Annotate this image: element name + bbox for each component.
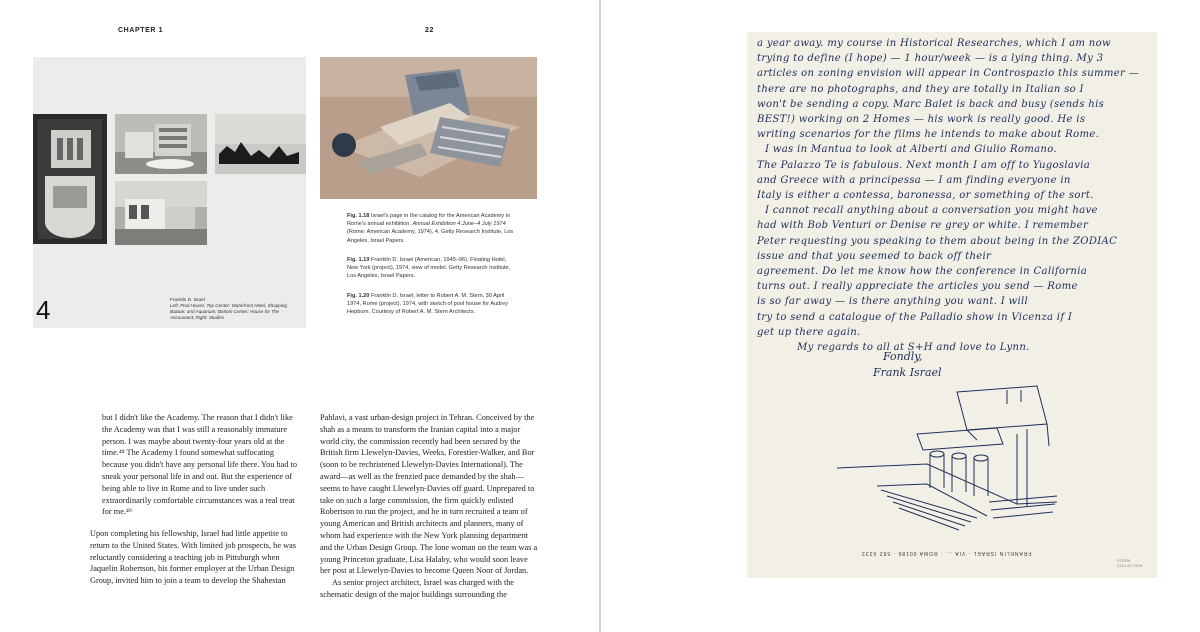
letter-line: issue and that you seemed to back off their	[757, 250, 992, 262]
letter-line: writing scenarios for the films he intends to make about Rome.	[757, 129, 1100, 141]
figure-caption-1-18	[347, 212, 517, 245]
letter-closing: Fondly,	[883, 350, 923, 363]
letter-line: get up there again.	[757, 326, 861, 338]
figure-label: Fig. 1.19	[347, 257, 370, 263]
catalog-page-figure	[33, 57, 306, 328]
plate-caption	[170, 297, 302, 321]
figure-label: Fig. 1.18	[347, 213, 370, 219]
letter-line: turns out. I really appreciate the articles you send — Rome	[757, 281, 1078, 293]
handwritten-letter	[747, 32, 1157, 578]
letter-signature: Frank Israel	[873, 366, 942, 379]
body-column-2	[320, 412, 538, 601]
letter-line: there are no photographs, and they are totally in Italian so I	[757, 83, 1084, 95]
block-quote	[102, 412, 302, 518]
figure-text: Israel's page in the catalog for the American Academy in Rome's annual exhibition.	[347, 213, 511, 228]
plate-number: 4	[36, 295, 51, 325]
waterfront-hotel-image	[115, 114, 207, 174]
paragraph: Upon completing his fellowship, Israel had little appetite to return to the United States. With limited job prospects, he was reluctantly considering a teaching job in Pittsburgh when Jaquelin Robertson, his former employer at the Urban Design Group, invited him to join a team to develop the Shahestan	[90, 529, 296, 586]
letter-line: BEST!) working on 2 Homes — his work is really good. He is	[757, 114, 1086, 126]
letter-line: articles on zoning envision will appear in Controspazio this summer —	[757, 68, 1140, 80]
pool-house-image	[33, 114, 107, 244]
pool-house-sketch	[817, 384, 1077, 534]
letter-body	[757, 36, 1152, 355]
figure-label: Fig. 1.20	[347, 293, 370, 299]
letter-line: a year away. my course in Historical Researches, which I am now	[757, 38, 1111, 49]
accountant-house-image	[115, 181, 207, 245]
letter-line: and Greece with a principessa — I am finding everyone in	[757, 174, 1071, 186]
letter-line: The Palazzo Te is fabulous. Next month I am off to Yugoslavia	[757, 159, 1091, 171]
letter-line: My regards to all at S+H and love to Lynn.	[797, 342, 1030, 354]
left-page	[0, 0, 599, 632]
floating-hotel-model-photo	[320, 57, 537, 199]
letter-line: I cannot recall anything about a conversation you might have	[765, 205, 1098, 217]
letter-line: I was in Mantua to look at Alberti and Giulio Romano.	[765, 144, 1057, 156]
letter-line: won't be sending a copy. Marc Balet is back and busy (sends his	[757, 98, 1105, 110]
letter-line: trying to define (I hope) — 1 hour/week — is a lying thing. My 3	[757, 53, 1104, 65]
paragraph: Pahlavi, a vast urban-design project in Tehran. Conceived by the shah as a means to transform the Iranian capital into a major world city, the commission recently had been secured by the British firm Llewelyn-Davies, Weeks, Forestier-Walker, and Bor (soon to be rechristened Llewelyn-Davies International). The award—as well as the frenzied pace demanded by the shah—seems to have caught Llewelyn-Davies off guard. Unprepared to take on such a large commission, the firm quickly enlisted Robertson to run the project, and he in turn recruited a team of young American and British architects and planners, many of whom had experience with the New York planning department and the Urban Design Group. The lone woman on the team was a young Princeton graduate, Lisa Halaby, who would soon leave her post at Llewelyn-Davies to become Queen Noor of Jordan.	[320, 413, 538, 576]
plate-caption-name: Franklin D. Israel	[170, 297, 205, 302]
figure-text-after: (Rome: American Academy, 1974), 4. Getty Research Institute, Los Angeles, Israel Papers.	[347, 229, 514, 244]
studies-image	[215, 114, 306, 174]
right-page	[601, 0, 1200, 632]
figure-text: Franklin D. Israel, letter to Robert A. M. Stern, 30 April 1974, Rome (project), 1974, with sketch of pool house for Audrey Hepburn. Courtesy of Robert A. M. Stern Architects.	[347, 293, 509, 316]
letter-line: had with Bob Venturi or Denise re grey or white. I remember	[757, 220, 1089, 232]
figure-caption-1-19	[347, 256, 517, 281]
paragraph: As senior project architect, Israel was charged with the schematic design of the major buildings surrounding the	[320, 578, 515, 599]
quote-text: but I didn't like the Academy. The reason that I didn't like the Academy was that I was still a reasonably immature person. I was maybe about twenty-four years old at the time.⁴⁸ The Academy I found somewhat suffocating because you didn't have any personal life there. You had to sneak your personal life in and out. But the experience of being able to live in Rome and to live under such extraordinarily comfortable circumstances was a real treat for me.⁴⁹	[102, 413, 298, 517]
body-column-1	[90, 528, 302, 587]
page-number: 22	[425, 27, 434, 34]
printed-letterhead: FRANKLIN ISRAEL · VIA ... · ROMA 00186 · 582·6232	[861, 550, 1032, 556]
letter-line: is so far away — is there anything you want. I will	[757, 296, 1029, 308]
figure-caption-1-20	[347, 292, 517, 317]
figure-italic-title: Annual Exhibition 4 June–4 July 1974	[412, 221, 506, 228]
letter-line: Italy is either a contessa, baronessa, or something of the sort.	[757, 190, 1094, 202]
letter-line: Peter requesting you speaking to them about being in the ZODIAC	[757, 235, 1118, 247]
figure-text: Franklin D. Israel (American, 1945–96). Floating Hotel, New York (project), 1974, view of model. Getty Research Institute, Los Angeles, Israel Papers.	[347, 257, 511, 280]
archive-stamp: STERN COLLECTION	[1117, 558, 1143, 568]
running-head-chapter: CHAPTER 1	[118, 27, 164, 34]
letter-line: agreement. Do let me know how the conference in California	[757, 266, 1088, 278]
plate-caption-text: Left: Pool House; Top Center: Waterfront Hotel, Shopping Bazaar, and Aquarium; Bottom Center: House for The Accountant; Right: Studies	[170, 303, 287, 320]
letter-line: try to send a catalogue of the Palladio show in Vicenza if I	[757, 311, 1073, 323]
